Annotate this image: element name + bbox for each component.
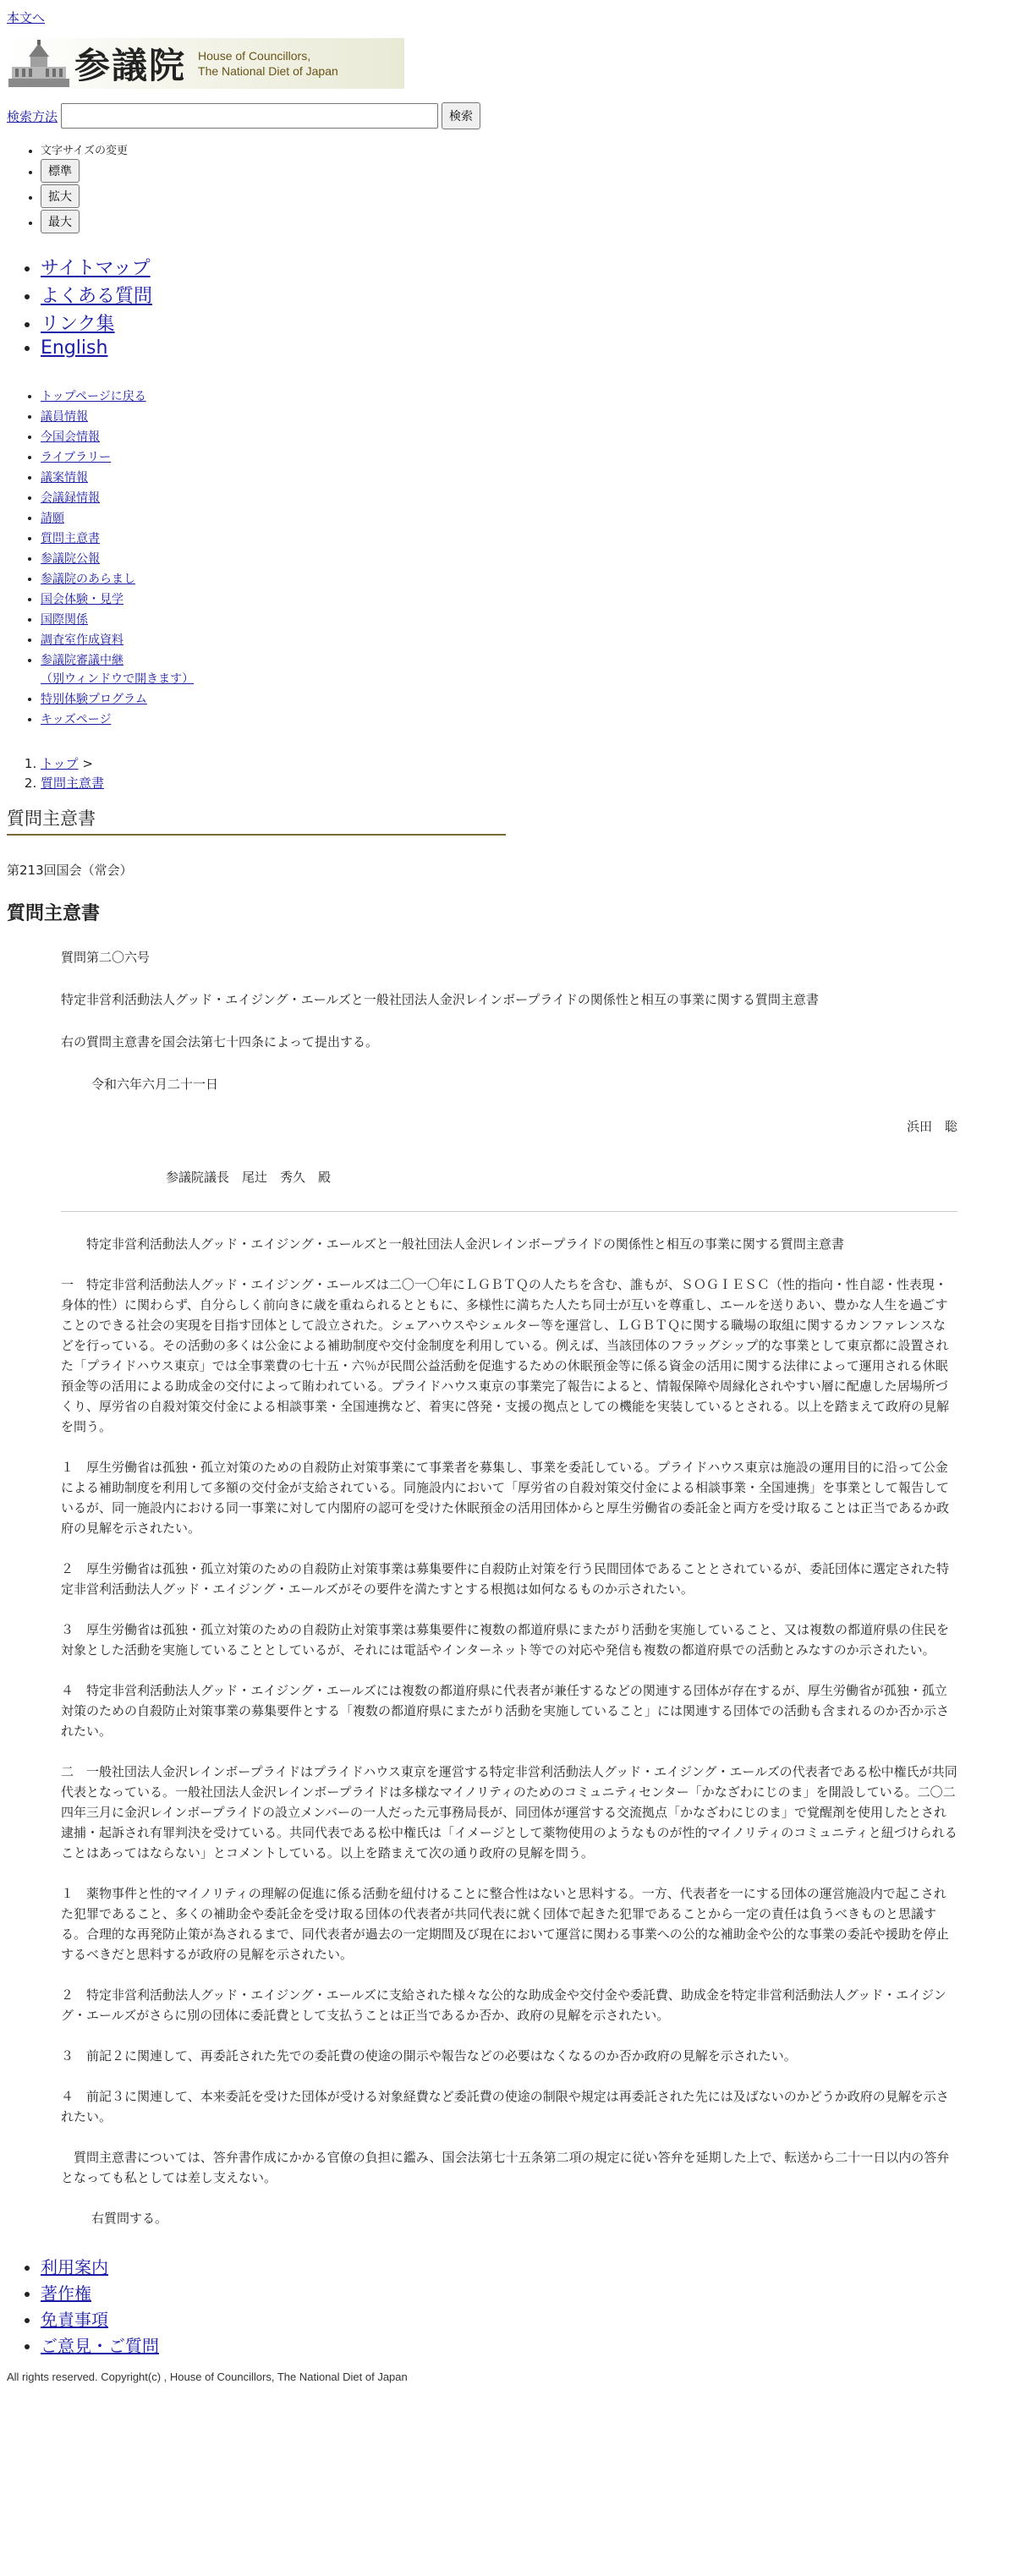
nav-members-link[interactable]: 議員情報: [41, 410, 88, 424]
nav-overview-link[interactable]: 参議院のあらまし: [41, 573, 135, 586]
body-paragraph: ４ 前記３に関連して、本来委託を受けた団体が受ける対象経費など委託費の使途の制限や規定は再委託された先には及ばないのかどうか政府の見解を示されたい。: [61, 2089, 949, 2124]
utility-nav-item: [41, 282, 1015, 308]
question-subject: 特定非営利活動法人グッド・エイジング・エールズと一般社団法人金沢レインボープライドの関係性と相互の事業に関する質問主意書: [61, 992, 819, 1007]
nav-broadcast-link[interactable]: [41, 654, 194, 686]
question-body: [61, 1234, 957, 2228]
breadcrumb-item: [41, 774, 1015, 793]
global-nav-item: [41, 428, 1015, 447]
footer-nav: [0, 2254, 1015, 2357]
body-paragraph: １ 厚生労働省は孤独・孤立対策のための自殺防止対策事業にて事業者を募集し、事業を委託している。プライドハウス東京は施設の運用目的に沿って公金による補助制度を利用して多額の交付金が支給されている。同施設内において「厚労省の自殺対策交付金による相談事業・全国連携」を事業として報告しているが、同一施設内における同一事業に対して内閣府の認可を受けた休眠預金の活用団体からと厚生労働省の委託金と両方を受け取ることは正当であるか政府の見解を示されたい。: [61, 1460, 950, 1536]
usage-guide-link[interactable]: 利用案内: [41, 2257, 108, 2277]
font-size-item-standard: [41, 159, 1015, 183]
question-document: [61, 947, 957, 2228]
sitemap-link[interactable]: サイトマップ: [41, 258, 151, 279]
global-nav: [0, 387, 1015, 729]
copyright-text: All rights reserved. Copyright(c) , House of Councillors, The National Diet of Japan: [7, 2370, 408, 2383]
nav-international-link[interactable]: 国際関係: [41, 613, 88, 627]
footer-nav-item: [41, 2254, 1015, 2278]
footer-nav-item: [41, 2332, 1015, 2357]
document-title: 質問主意書: [7, 903, 101, 924]
breadcrumb-questions-link[interactable]: 質問主意書: [41, 776, 105, 791]
global-nav-item: [41, 387, 1015, 406]
closing-statement: 右質問する。: [91, 2211, 168, 2226]
submitter-name: 浜田 聡: [906, 1119, 957, 1134]
utility-nav: [0, 254, 1015, 359]
global-nav-item: [41, 631, 1015, 649]
search-input[interactable]: [61, 103, 438, 129]
body-paragraph: 一 特定非営利活動法人グッド・エイジング・エールズは二〇一〇年にＬＧＢＴＱの人たちを含む、誰もが、ＳＯＧＩＥＳＣ（性的指向・性自認・性表現・身体的性）に関わらず、自分らしく前向きに歳を重ねられるとともに、多様性に満ちた人たち同士が互いを尊重し、エールを送りあい、豊かな人生を過ごすことのできる社会の実現を目指す団体として設立された。シェアハウスやシェルター等を運営し、ＬＧＢＴＱに関する職場の取組に関するカンファレンスなどを行っている。その活動の多くは公金による補助制度や交付金制度を利用している。例えば、当該団体のフラッグシップ的な事業として東京都に設置された「プライドハウス東京」では全事業費の七十五・六％が民間公益活動を促進するための休眠預金等に係る資金の活用に関する法律によって運用される休眠預金等の活用による助成金の交付によって賄われている。プライドハウス東京の事業完了報告によると、情報保障や周縁化されやすい層に配慮した居場所づくり、厚労省の自殺対策交付金による相談事業・全国連携など、着実に啓発・支援の拠点としての機能を実装しているとされる。以上を踏まえて政府の見解を問う。: [61, 1277, 950, 1434]
body-title: 特定非営利活動法人グッド・エイジング・エールズと一般社団法人金沢レインボープライドの関係性と相互の事業に関する質問主意書: [86, 1236, 844, 1252]
skip-to-content-link[interactable]: 本文へ: [7, 10, 46, 25]
links-link[interactable]: リンク集: [41, 314, 115, 335]
nav-petitions-link[interactable]: 請願: [41, 512, 64, 525]
breadcrumb-item: [41, 754, 1015, 774]
global-nav-item: [41, 469, 1015, 487]
nav-questions-link[interactable]: 質問主意書: [41, 532, 100, 545]
font-size-large-button[interactable]: 拡大: [41, 184, 80, 208]
diet-building-icon: [8, 40, 69, 87]
site-header: [7, 38, 1015, 96]
nav-current-session-link[interactable]: 今国会情報: [41, 430, 100, 444]
nav-top-link[interactable]: トップページに戻る: [41, 390, 146, 403]
search-method-link[interactable]: 検索方法: [7, 108, 58, 124]
footer-nav-item: [41, 2280, 1015, 2305]
utility-nav-item: [41, 310, 1015, 336]
font-size-standard-button[interactable]: 標準: [41, 159, 80, 183]
global-nav-item: [41, 651, 1015, 688]
body-paragraph: ４ 特定非営利活動法人グッド・エイジング・エールズには複数の都道府県に代表者が兼任するなどの関連する団体が存在するが、厚生労働省が孤独・孤立対策のための自殺防止対策事業の募集要件とする「複数の都道府県にまたがり活動を実施していること」には関連する団体での活動も含まれるのか否か示されたい。: [61, 1683, 950, 1739]
global-nav-item: [41, 590, 1015, 609]
global-nav-item: [41, 408, 1015, 426]
nav-broadcast-label: 参議院審議中継: [41, 654, 123, 667]
nav-gazette-link[interactable]: 参議院公報: [41, 552, 100, 566]
english-link[interactable]: English: [41, 337, 108, 359]
utility-nav-item: [41, 254, 1015, 280]
global-nav-item: [41, 489, 1015, 507]
page-heading: 質問主意書: [7, 805, 506, 836]
faq-link[interactable]: よくある質問: [41, 286, 153, 307]
body-paragraph: １ 薬物事件と性的マイノリティの理解の促進に係る活動を紐付けることに整合性はないと思料する。一方、代表者を一にする団体の運営施設内で起こされた犯罪であること、多くの補助金や委託金を受け取る団体の代表者が共同代表に就く団体で起きた犯罪であることから一定の責任は負うべきものと思議する。合理的な再発防止策が為されるまで、同代表者が過去の一定期間及び現在において運営に関わる事業への公的な補助金や公的な事業の委託や援助を停止するべきだと思料するが政府の見解を示されたい。: [61, 1886, 949, 1962]
body-paragraph: ２ 厚生労働省は孤独・孤立対策のための自殺防止対策事業は募集要件に自殺防止対策を行う民間団体であることとされているが、委託団体に選定された特定非営利活動法人グッド・エイジング・エールズがその要件を満たすとする根拠は如何なるものか示されたい。: [61, 1561, 950, 1597]
breadcrumb: [0, 754, 1015, 793]
nav-special-program-link[interactable]: 特別体験プログラム: [41, 693, 147, 706]
global-nav-item: [41, 690, 1015, 709]
font-size-controls: [0, 141, 1015, 233]
search-bar: [0, 96, 1015, 129]
submission-date: 令和六年六月二十一日: [91, 1077, 219, 1092]
submission-statement: 右の質問主意書を国会法第七十四条によって提出する。: [61, 1034, 379, 1050]
logo-english: [198, 48, 338, 79]
addressee: 参議院議長 尾辻 秀久 殿: [166, 1170, 332, 1185]
body-paragraph: ３ 厚生労働省は孤独・孤立対策のための自殺防止対策事業は募集要件に複数の都道府県にまたがり活動を実施していること、又は複数の都道府県の住民を対象とした活動を実施していることとしているが、それには電話やインターネット等での対応や発信も複数の都道府県での活動とみなすのか示されたい。: [61, 1622, 950, 1658]
search-button[interactable]: 検索: [442, 102, 480, 129]
disclaimer-link[interactable]: 免責事項: [41, 2310, 108, 2330]
body-paragraph: 二 一般社団法人金沢レインボープライドはプライドハウス東京を運営する特定非営利活動法人グッド・エイジング・エールズの代表者である松中権氏が共同代表となっている。一般社団法人金沢レインボープライドは多様なマイノリティのためのコミュニティセンター「かなざわにじのま」を開設している。二〇二四年三月に金沢レインボープライドの設立メンバーの一人だった元事務局長が、同団体が運営する交流拠点「かなざわにじのま」で覚醒剤を使用したとされ逮捕・起訴され有罪判決を受けている。共同代表である松中権氏は「イメージとして薬物使用のようなものが性的マイノリティのコミュニティと紐づけられることはあってはならない」とコメントしている。以上を踏まえて次の通り政府の見解を問う。: [61, 1764, 957, 1861]
nav-broadcast-note: （別ウィンドウで開きます）: [41, 672, 195, 686]
divider: [61, 1211, 957, 1212]
site-logo[interactable]: [7, 38, 404, 89]
breadcrumb-separator: >: [82, 756, 93, 771]
nav-research-link[interactable]: 調査室作成資料: [41, 633, 123, 647]
body-paragraph: 質問主意書については、答弁書作成にかかる官僚の負担に鑑み、国会法第七十五条第二項の規定に従い答弁を延期した上で、転送から二十一日以内の答弁となっても私としては差し支えない。: [61, 2150, 950, 2185]
global-nav-item: [41, 550, 1015, 568]
nav-library-link[interactable]: ライブラリー: [41, 451, 112, 464]
global-nav-item: [41, 611, 1015, 629]
nav-kids-link[interactable]: キッズページ: [41, 713, 112, 726]
font-size-max-button[interactable]: 最大: [41, 210, 80, 233]
body-paragraph: ３ 前記２に関連して、再委託された先での委託費の使途の開示や報告などの必要はなくなるのか否か政府の見解を示されたい。: [61, 2048, 797, 2064]
logo-english-line2: The National Diet of Japan: [198, 64, 338, 78]
session-label: 第213回国会（常会）: [7, 863, 133, 878]
utility-nav-item: [41, 337, 1015, 359]
feedback-link[interactable]: ご意見・ご質問: [41, 2336, 159, 2356]
logo-kanji: 参議院: [74, 45, 187, 86]
nav-bills-link[interactable]: 議案情報: [41, 471, 88, 485]
global-nav-item: [41, 509, 1015, 528]
logo-english-line1: House of Councillors,: [198, 49, 311, 63]
font-size-item-large: [41, 184, 1015, 208]
font-size-label: • 文字サイズの変更: [41, 141, 1015, 157]
nav-minutes-link[interactable]: 会議録情報: [41, 491, 100, 505]
font-size-item-max: [41, 210, 1015, 233]
breadcrumb-top-link[interactable]: トップ: [41, 756, 79, 771]
global-nav-item: [41, 448, 1015, 467]
footer-nav-item: [41, 2306, 1015, 2331]
global-nav-item: [41, 529, 1015, 548]
global-nav-item: [41, 570, 1015, 589]
question-number: 質問第二〇六号: [61, 950, 151, 965]
global-nav-item: [41, 710, 1015, 729]
nav-tour-link[interactable]: 国会体験・見学: [41, 593, 123, 606]
body-paragraph: ２ 特定非営利活動法人グッド・エイジング・エールズに支給された様々な公的な助成金や交付金や委託費、助成金を特定非営利活動法人グッド・エイジング・エールズがさらに別の団体に委託費として支払うことは正当であるか否か、政府の見解を示されたい。: [61, 1987, 946, 2023]
copyright-link[interactable]: 著作権: [41, 2283, 91, 2304]
